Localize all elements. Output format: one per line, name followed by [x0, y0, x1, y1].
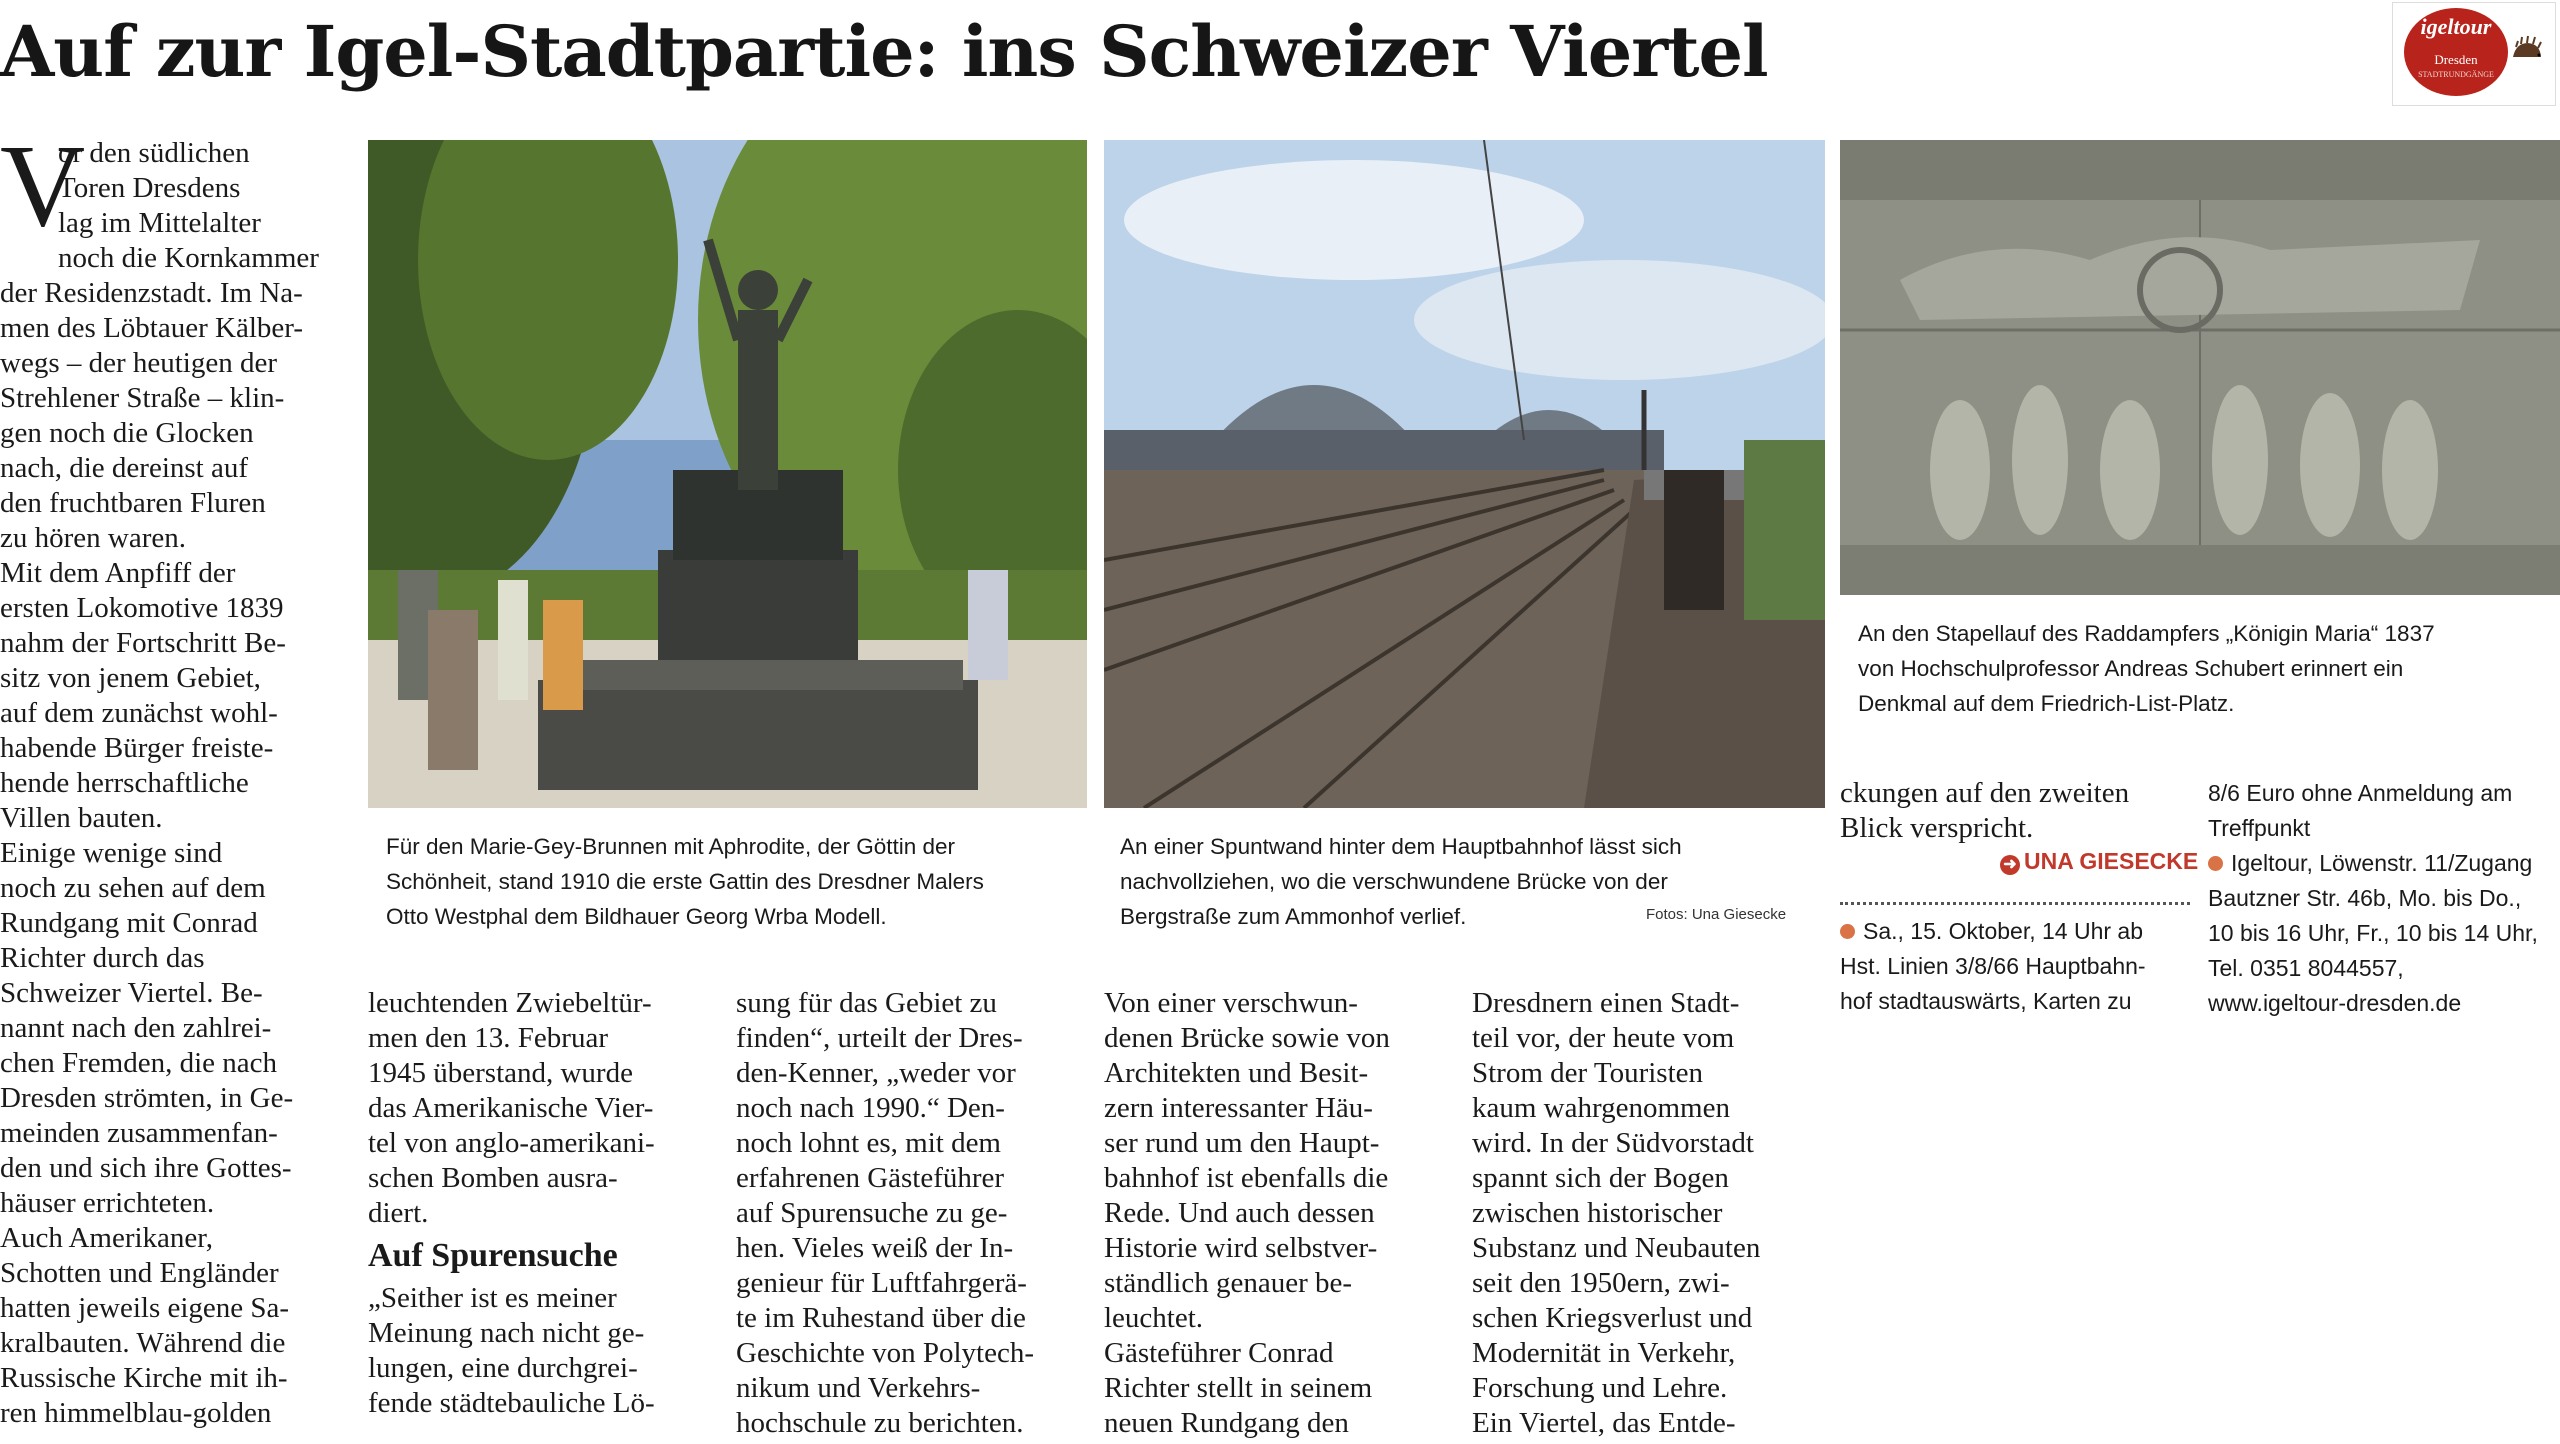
- text-line: wegs – der heutigen der: [0, 347, 278, 379]
- info-text: Igeltour, Löwenstr. 11/Zugang: [2231, 850, 2533, 876]
- text-line: noch die Kornkammer: [58, 242, 319, 274]
- text-line: noch nach 1990.“ Den-: [736, 1092, 1005, 1124]
- article-column-2: [368, 986, 718, 1421]
- text-line: sitz von jenem Gebiet,: [0, 662, 261, 694]
- author-byline: ➜ UNA GIESECKE: [2000, 848, 2198, 875]
- divider-dotted: [1840, 902, 2190, 905]
- text-line: den und sich ihre Gottes-: [0, 1152, 292, 1184]
- photo-railway: [1104, 140, 1825, 808]
- caption-line: Schönheit, stand 1910 die erste Gattin des Dresdner Malers: [386, 869, 984, 894]
- logo-name: igeltour: [2420, 14, 2492, 39]
- text-line: Auch Amerikaner,: [0, 1222, 214, 1254]
- text-line: meinden zusammenfan-: [0, 1117, 278, 1149]
- text-line: Meinung nach nicht ge-: [368, 1317, 645, 1349]
- caption-line: Für den Marie-Gey-Brunnen mit Aphrodite, der Göttin der: [386, 834, 956, 859]
- photo-credit: Fotos: Una Giesecke: [1646, 906, 1787, 923]
- text-line: Architekten und Besit-: [1104, 1057, 1369, 1089]
- text-line: Richter stellt in seinem: [1104, 1372, 1373, 1404]
- text-line: Rede. Und auch dessen: [1104, 1197, 1375, 1229]
- text-line: nahm der Fortschritt Be-: [0, 627, 286, 659]
- text-line: men des Löbtauer Kälber-: [0, 312, 303, 344]
- text-line: Substanz und Neubauten: [1472, 1232, 1761, 1264]
- info-text: Hst. Linien 3/8/66 Hauptbahn-: [1840, 953, 2146, 979]
- info-line: [2208, 951, 2558, 986]
- info-line: [2208, 916, 2558, 951]
- text-line: tel von anglo-amerikani-: [368, 1127, 655, 1159]
- contact-info: [2208, 846, 2558, 1021]
- text-line: Schweizer Viertel. Be-: [0, 977, 263, 1009]
- text-line: Rundgang mit Conrad: [0, 907, 258, 939]
- info-text: Sa., 15. Oktober, 14 Uhr ab: [1863, 918, 2143, 944]
- text-line: lungen, eine durchgrei-: [368, 1352, 638, 1384]
- article-column-6: [1840, 776, 2200, 846]
- info-text: 8/6 Euro ohne Anmeldung am: [2208, 780, 2513, 806]
- info-line: [1840, 914, 2200, 949]
- info-line: [1840, 984, 2200, 1019]
- text-line: spannt sich der Bogen: [1472, 1162, 1729, 1194]
- text-line: noch zu sehen auf dem: [0, 872, 266, 904]
- info-line: [2208, 881, 2558, 916]
- text-line: den-Kenner, „weder vor: [736, 1057, 1016, 1089]
- headline: Auf zur Igel-Stadtpartie: ins Schweizer Viertel: [0, 10, 1768, 93]
- logo-tagline: STADTRUNDGÄNGE: [2418, 70, 2494, 79]
- text-line: seit den 1950ern, zwi-: [1472, 1267, 1730, 1299]
- info-line[interactable]: [2208, 986, 2558, 1021]
- article-column-3: [736, 986, 1086, 1441]
- text-line: gen noch die Glocken: [0, 417, 254, 449]
- info-text: hof stadtauswärts, Karten zu: [1840, 988, 2132, 1014]
- text-line: leuchtet.: [1104, 1302, 1204, 1334]
- text-line: Richter durch das: [0, 942, 205, 974]
- text-line: genieur für Luftfahrgerä-: [736, 1267, 1027, 1299]
- text-line: Schotten und Engländer: [0, 1257, 279, 1289]
- text-line: Von einer verschwun-: [1104, 987, 1358, 1019]
- text-line: ckungen auf den zweiten: [1840, 777, 2130, 809]
- event-date-info: [1840, 914, 2200, 1019]
- caption-photo-relief: [1858, 616, 2548, 721]
- logo-city: Dresden: [2434, 52, 2478, 67]
- event-price-info: [2208, 776, 2558, 846]
- caption-line: nachvollziehen, wo die verschwundene Brücke von der: [1120, 869, 1668, 894]
- photo-relief: [1840, 140, 2560, 595]
- text-line: finden“, urteilt der Dres-: [736, 1022, 1023, 1054]
- text-line: Modernität in Verkehr,: [1472, 1337, 1736, 1369]
- info-line: [2208, 846, 2558, 881]
- text-line: Historie wird selbstver-: [1104, 1232, 1378, 1264]
- text-line: „Seither ist es meiner: [368, 1282, 617, 1314]
- text-line: te im Ruhestand über die: [736, 1302, 1026, 1334]
- text-line: hatten jeweils eigene Sa-: [0, 1292, 290, 1324]
- caption-line: Bergstraße zum Ammonhof verlief.: [1120, 904, 1467, 929]
- caption-photo-fountain: [386, 829, 1086, 934]
- text-line: Ein Viertel, das Entde-: [1472, 1407, 1736, 1439]
- text-line: Mit dem Anpfiff der: [0, 557, 236, 589]
- text-line: schen Kriegsverlust und: [1472, 1302, 1753, 1334]
- text-line: diert.: [368, 1197, 429, 1229]
- caption-line: Denkmal auf dem Friedrich-List-Platz.: [1858, 691, 2235, 716]
- text-line: Blick verspricht.: [1840, 812, 2034, 844]
- photo-fountain: [368, 140, 1087, 808]
- text-line: nach, die dereinst auf: [0, 452, 249, 484]
- bullet-icon: [2208, 856, 2223, 871]
- text-line: ren himmelblau-golden: [0, 1397, 272, 1429]
- text-line: nikum und Verkehrs-: [736, 1372, 981, 1404]
- text-line: Dresdnern einen Stadt-: [1472, 987, 1740, 1019]
- caption-line: Otto Westphal dem Bildhauer Georg Wrba Modell.: [386, 904, 887, 929]
- text-line: zu hören waren.: [0, 522, 186, 554]
- text-line: chen Fremden, die nach: [0, 1047, 278, 1079]
- info-line: [2208, 811, 2558, 846]
- text-line: or den südlichen: [58, 137, 250, 169]
- text-line: der Residenzstadt. Im Na-: [0, 277, 303, 309]
- bullet-icon: [1840, 924, 1855, 939]
- text-line: bahnhof ist ebenfalls die: [1104, 1162, 1389, 1194]
- text-line: den fruchtbaren Fluren: [0, 487, 266, 519]
- text-line: noch lohnt es, mit dem: [736, 1127, 1001, 1159]
- text-line: Geschichte von Polytech-: [736, 1337, 1034, 1369]
- text-line: Villen bauten.: [0, 802, 163, 834]
- text-line: leuchtenden Zwiebeltür-: [368, 987, 652, 1019]
- info-text: www.igeltour-dresden.de: [2208, 990, 2462, 1016]
- text-line: kralbauten. Während die: [0, 1327, 286, 1359]
- article-column-4: [1104, 986, 1454, 1441]
- drop-cap: V: [0, 120, 86, 251]
- text-line: Strehlener Straße – klin-: [0, 382, 285, 414]
- text-line: Russische Kirche mit ih-: [0, 1362, 288, 1394]
- text-line: hende herrschaftliche: [0, 767, 249, 799]
- logo-badge: [2404, 8, 2508, 96]
- text-line: erfahrenen Gästeführer: [736, 1162, 1005, 1194]
- text-line: das Amerikanische Vier-: [368, 1092, 654, 1124]
- text-line: habende Bürger freiste-: [0, 732, 274, 764]
- text-line: ser rund um den Haupt-: [1104, 1127, 1380, 1159]
- arrow-right-icon: ➜: [2000, 855, 2020, 875]
- text-line: Gästeführer Conrad: [1104, 1337, 1334, 1369]
- text-line: Dresden strömten, in Ge-: [0, 1082, 294, 1114]
- text-line: ständlich genauer be-: [1104, 1267, 1353, 1299]
- text-line: fende städtebauliche Lö-: [368, 1387, 655, 1419]
- text-line: hen. Vieles weiß der In-: [736, 1232, 1014, 1264]
- info-text: Treffpunkt: [2208, 815, 2311, 841]
- text-line: schen Bomben ausra-: [368, 1162, 618, 1194]
- text-line: neuen Rundgang den: [1104, 1407, 1349, 1439]
- text-line: denen Brücke sowie von: [1104, 1022, 1390, 1054]
- text-line: sung für das Gebiet zu: [736, 987, 997, 1019]
- caption-line: An den Stapellauf des Raddampfers „Königin Maria“ 1837: [1858, 621, 2435, 646]
- caption-line: von Hochschulprofessor Andreas Schubert erinnert ein: [1858, 656, 2404, 681]
- text-line: zwischen historischer: [1472, 1197, 1723, 1229]
- hedgehog-icon: [2510, 33, 2544, 67]
- text-line: zern interessanter Häu-: [1104, 1092, 1373, 1124]
- caption-photo-railway: [1120, 829, 1680, 934]
- text-line: ersten Lokomotive 1839: [0, 592, 284, 624]
- text-line: auf Spurensuche zu ge-: [736, 1197, 1008, 1229]
- igeltour-logo[interactable]: [2392, 2, 2556, 106]
- article-column-5: [1472, 986, 1822, 1441]
- text-line: nannt nach den zahlrei-: [0, 1012, 272, 1044]
- info-line: [2208, 776, 2558, 811]
- text-line: hochschule zu berichten.: [736, 1407, 1024, 1439]
- subheading: Auf Spurensuche: [368, 1237, 618, 1274]
- info-text: 10 bis 16 Uhr, Fr., 10 bis 14 Uhr,: [2208, 920, 2538, 946]
- text-line: lag im Mittelalter: [58, 207, 261, 239]
- text-line: Toren Dresdens: [58, 172, 241, 204]
- text-line: Strom der Touristen: [1472, 1057, 1704, 1089]
- article-column-1: [0, 120, 360, 1431]
- info-line: [1840, 949, 2200, 984]
- text-line: auf dem zunächst wohl-: [0, 697, 278, 729]
- text-line: Einige wenige sind: [0, 837, 223, 869]
- info-text: Bautzner Str. 46b, Mo. bis Do.,: [2208, 885, 2522, 911]
- text-line: kaum wahrgenommen: [1472, 1092, 1730, 1124]
- text-line: men den 13. Februar: [368, 1022, 608, 1054]
- text-line: häuser errichteten.: [0, 1187, 215, 1219]
- text-line: 1945 überstand, wurde: [368, 1057, 633, 1089]
- caption-line: An einer Spuntwand hinter dem Hauptbahnhof lässt sich: [1120, 834, 1682, 859]
- text-line: Forschung und Lehre.: [1472, 1372, 1728, 1404]
- info-text: Tel. 0351 8044557,: [2208, 955, 2404, 981]
- text-line: wird. In der Südvorstadt: [1472, 1127, 1754, 1159]
- text-line: teil vor, der heute vom: [1472, 1022, 1735, 1054]
